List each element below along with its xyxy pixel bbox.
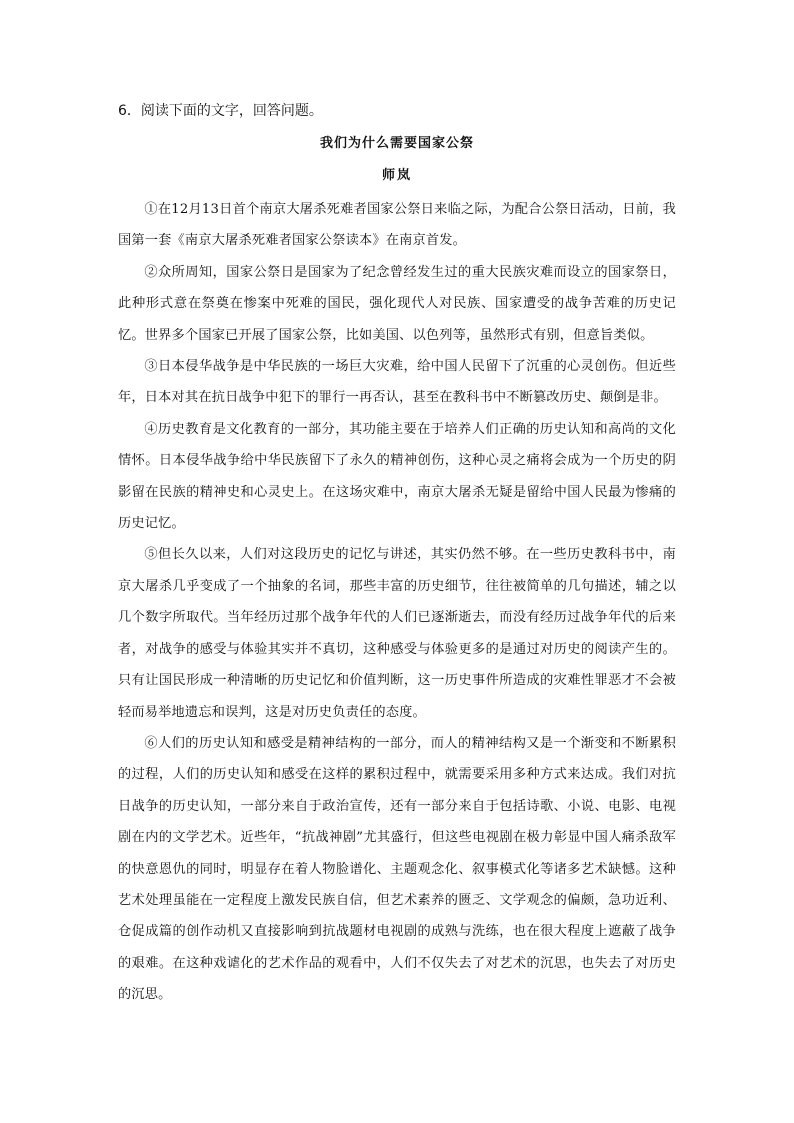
- paragraph-6: ⑥人们的历史认知和感受是精神结构的一部分，而人的精神结构又是一个渐变和不断累积的过程，人们的历史认知和感受在这样的累积过程中，就需要采用多种方式来达成。我们对抗日战争的历史认知，一部分来自于政治宣传，还有一部分来自于包括诗歌、小说、电影、电视剧在内的文学艺术。近些年，“抗战神剧”尤其盛行，但这些电视剧在极力彰显中国人痛杀敌军的快意恩仇的同时，明显存在着人物脸谱化、主题观念化、叙事模式化等诸多艺术缺憾。这种艺术处理虽能在一定程度上激发民族自信，但艺术素养的匮乏、文学观念的偏颇，急功近利、仓促成篇的创作动机又直接影响到抗战题材电视剧的成熟与洗练，也在很大程度上遮蔽了战争的艰难。在这种戏谑化的艺术作品的观看中，人们不仅失去了对艺术的沉思，也失去了对历史的沉思。: [118, 735, 676, 1003]
- paragraph-3: ③日本侵华战争是中华民族的一场巨大灾难，给中国人民留下了沉重的心灵创伤。但近些年，日本对其在抗日战争中犯下的罪行一再否认，甚至在教科书中不断篡改历史、颠倒是非。: [118, 359, 676, 406]
- paragraph-2: ②众所周知，国家公祭日是国家为了纪念曾经发生过的重大民族灾难而设立的国家祭日，此种形式意在祭奠在惨案中死难的国民，强化现代人对民族、国家遭受的战争苦难的历史记忆。世界多个国家已开展了国家公祭，比如美国、以色列等，虽然形式有别，但意旨类似。: [118, 264, 676, 343]
- paragraph-1: ①在12月13日首个南京大屠杀死难者国家公祭日来临之际，为配合公祭日活动，日前，我国第一套《南京大屠杀死难者国家公祭读本》在南京首发。: [118, 202, 676, 249]
- article-author: 师岚: [381, 168, 412, 183]
- paragraph-5: ⑤但长久以来，人们对这段历史的记忆与讲述，其实仍然不够。在一些历史教科书中，南京大屠杀几乎变成了一个抽象的名词，那些丰富的历史细节，往往被简单的几句描述，辅之以几个数字所取代。当年经历过那个战争年代的人们已逐渐逝去，而没有经历过战争年代的后来者，对战争的感受与体验其实并不真切，这种感受与体验更多的是通过对历史的阅读产生的。只有让国民形成一种清晰的历史记忆和价值判断，这一历史事件所造成的灾难性罪恶才不会被轻而易举地遗忘和误判，这是对历史负责任的态度。: [118, 547, 676, 720]
- question-label: 6．阅读下面的文字，回答问题。: [118, 103, 323, 119]
- article-body: [118, 194, 676, 1011]
- article-title: 我们为什么需要国家公祭: [319, 136, 474, 151]
- paragraph-4: ④历史教育是文化教育的一部分，其功能主要在于培养人们正确的历史认知和高尚的文化情怀。日本侵华战争给中华民族留下了永久的精神创伤，这种心灵之痛将会成为一个历史的阴影留在民族的精神史和心灵史上。在这场灾难中，南京大屠杀无疑是留给中国人民最为惨痛的历史记忆。: [118, 421, 676, 532]
